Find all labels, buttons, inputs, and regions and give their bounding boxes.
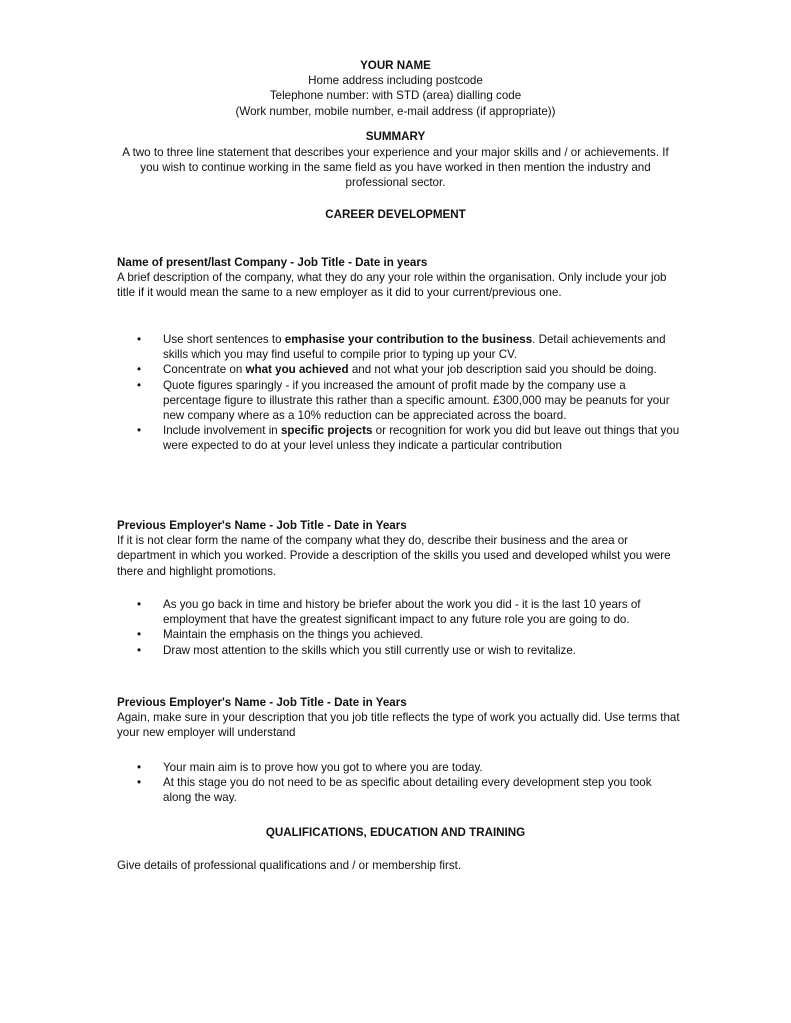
- bullet-item: [117, 760, 682, 775]
- job-bullet-list: [117, 332, 682, 454]
- bullet-icon: •: [137, 363, 142, 377]
- candidate-name: YOUR NAME: [360, 59, 431, 72]
- home-address: Home address including postcode: [308, 74, 483, 88]
- bullet-icon: •: [137, 628, 142, 642]
- job-heading: Previous Employer's Name - Job Title - Date in Years: [117, 519, 407, 532]
- bullet-icon: •: [137, 643, 142, 657]
- bullet-item: [117, 378, 682, 424]
- bullet-text-post: . Detail achievements and skills which you may find useful to compile prior to typing up your CV.: [163, 333, 666, 362]
- bullet-icon: •: [137, 761, 142, 774]
- career-development-heading: CAREER DEVELOPMENT: [325, 208, 466, 221]
- bullet-text-post: and not what your job description said you should be doing.: [348, 363, 657, 377]
- telephone-line: Telephone number: with STD (area) dialling code: [269, 89, 522, 103]
- bullet-text-bold: what you achieved: [245, 363, 349, 377]
- bullet-item: [117, 643, 682, 658]
- bullet-text-post: or recognition for work you did but leave out things that you were expected to do at your level unless they indicate a particular contribution: [163, 424, 680, 453]
- job-description: A brief description of the company, what they do any your role within the organisation. Only include your job title if it would mean the same to a new employer as it did to your current/previous one.: [117, 271, 667, 300]
- bullet-text-bold: emphasise your contribution to the business: [284, 333, 533, 346]
- summary-text: A two to three line statement that describes your experience and your major skills and / or achievements. If you wish to continue working in the same field as you have worked in then mention the industry and professional sector.: [122, 146, 669, 190]
- bullet-text-pre: Include involvement in: [163, 424, 281, 438]
- bullet-text-pre: At this stage you do not need to be as specific about detailing every development step you took along the way.: [163, 776, 652, 805]
- other-contact-line: (Work number, mobile number, e-mail address (if appropriate)): [235, 104, 556, 118]
- bullet-item: [117, 775, 682, 805]
- job-entry: [117, 695, 682, 741]
- job-description: If it is not clear form the name of the company what they do, describe their business and the area or department in which you worked. Provide a description of the skills you used and developed whilst you were there and highlight promotions.: [117, 534, 671, 578]
- qualifications-heading: QUALIFICATIONS, EDUCATION AND TRAINING: [265, 826, 526, 839]
- bullet-text-pre: Quote figures sparingly - if you increased the amount of profit made by the company use a percentage figure to illustrate this rather than a specific amount. £300,000 may be peanuts for your new company where as a 10% reduction can be appreciated across the board.: [163, 378, 670, 423]
- bullet-text-pre: Maintain the emphasis on the things you achieved.: [163, 628, 424, 642]
- bullet-text-pre: Draw most attention to the skills which you still currently use or wish to revitalize.: [163, 643, 577, 657]
- bullet-item: [117, 362, 682, 377]
- summary-heading: SUMMARY: [365, 130, 426, 143]
- bullet-item: [117, 332, 682, 362]
- contact-header: [0, 58, 791, 119]
- bullet-icon: •: [137, 424, 142, 438]
- bullet-text-pre: Your main aim is to prove how you got to where you are today.: [163, 761, 483, 774]
- bullet-text-pre: As you go back in time and history be briefer about the work you did - it is the last 10 years of employment that have the greatest significant impact to any future role you are going to do.: [163, 598, 641, 627]
- bullet-text-bold: specific projects: [280, 424, 373, 438]
- bullet-icon: •: [137, 776, 142, 790]
- job-bullet-list: [117, 760, 682, 806]
- bullet-text-pre: Use short sentences to: [163, 333, 285, 346]
- bullet-item: [117, 597, 682, 627]
- qualifications-text: Give details of professional qualifications and / or membership first.: [117, 859, 462, 872]
- bullet-item: [117, 627, 682, 642]
- bullet-icon: •: [137, 598, 142, 611]
- bullet-icon: •: [137, 378, 142, 392]
- job-description: Again, make sure in your description that you job title reflects the type of work you actually did. Use terms that your new employer will understand: [117, 711, 680, 740]
- job-heading: Name of present/last Company - Job Title - Date in years: [117, 256, 428, 269]
- bullet-icon: •: [137, 333, 142, 346]
- bullet-item: [117, 423, 682, 453]
- bullet-text-pre: Concentrate on: [163, 363, 246, 377]
- job-entry: [117, 518, 682, 579]
- job-entry: [117, 255, 682, 301]
- job-bullet-list: [117, 597, 682, 658]
- job-heading: Previous Employer's Name - Job Title - Date in Years: [117, 696, 407, 709]
